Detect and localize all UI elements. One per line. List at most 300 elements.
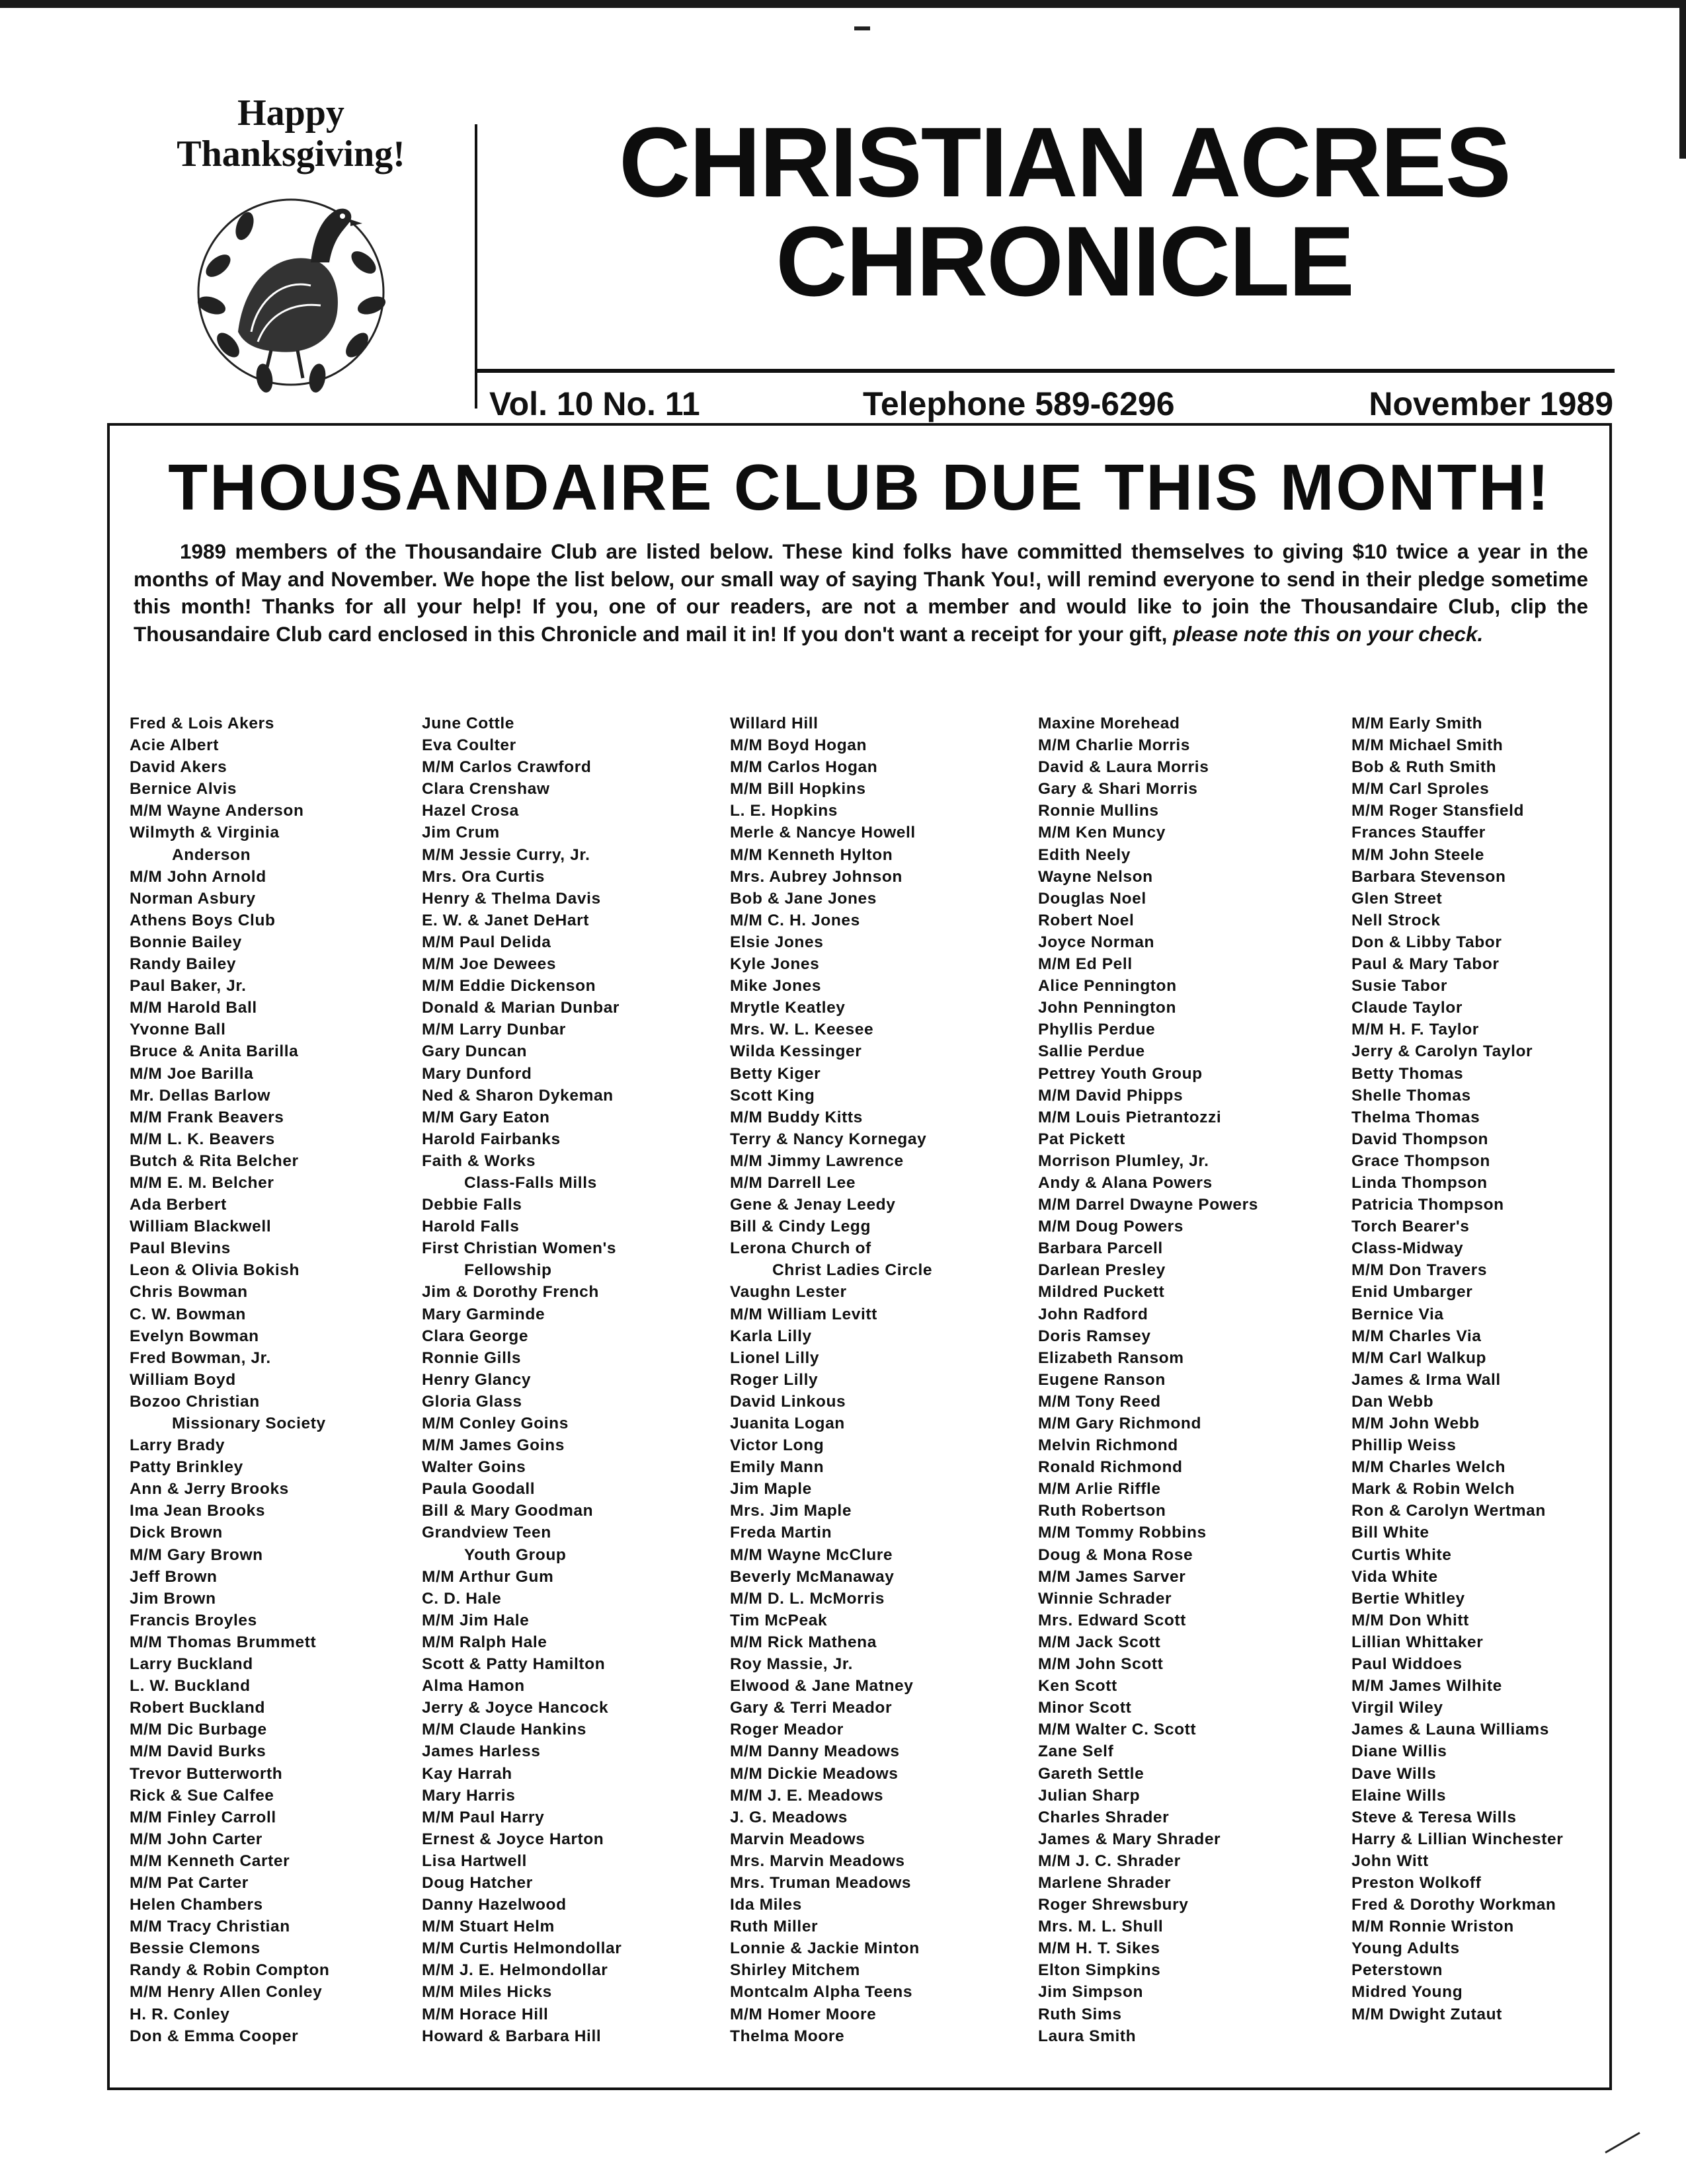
member-name: Shelle Thomas bbox=[1351, 1086, 1471, 1105]
member-name: Winnie Schrader bbox=[1038, 1589, 1172, 1608]
member-name: Bernice Alvis bbox=[130, 780, 237, 799]
member-name: Elwood & Jane Matney bbox=[730, 1677, 914, 1696]
member-name: Bob & Jane Jones bbox=[730, 889, 877, 908]
member-name: Mrs. Aubrey Johnson bbox=[730, 867, 903, 886]
member-name: C. D. Hale bbox=[422, 1589, 502, 1608]
member-name: M/M Joe Barilla bbox=[130, 1064, 254, 1083]
member-name: M/M Don Travers bbox=[1351, 1261, 1488, 1280]
member-name: Ida Miles bbox=[730, 1896, 802, 1914]
member-name: Ken Scott bbox=[1038, 1677, 1117, 1696]
member-name: Christ Ladies Circle bbox=[772, 1261, 933, 1280]
member-name: M/M Doug Powers bbox=[1038, 1218, 1184, 1236]
member-name: Mildred Puckett bbox=[1038, 1283, 1165, 1302]
member-name: M/M Tracy Christian bbox=[130, 1918, 290, 1936]
member-name: David Thompson bbox=[1351, 1130, 1489, 1148]
member-name: Barbara Stevenson bbox=[1351, 867, 1506, 886]
member-name: Beverly McManaway bbox=[730, 1567, 895, 1586]
member-name: E. W. & Janet DeHart bbox=[422, 911, 589, 929]
member-name: Gloria Glass bbox=[422, 1392, 522, 1411]
member-name: Terry & Nancy Kornegay bbox=[730, 1130, 927, 1148]
member-name: Sallie Perdue bbox=[1038, 1042, 1145, 1061]
member-name: M/M Bill Hopkins bbox=[730, 780, 866, 799]
member-name: M/M Tony Reed bbox=[1038, 1392, 1161, 1411]
member-name: Ned & Sharon Dykeman bbox=[422, 1086, 614, 1105]
member-name: Ronald Richmond bbox=[1038, 1458, 1183, 1477]
member-name: M/M Arlie Riffle bbox=[1038, 1480, 1161, 1499]
member-name: M/M Michael Smith bbox=[1351, 736, 1504, 755]
member-name: Bruce & Anita Barilla bbox=[130, 1042, 299, 1061]
member-name: Ronnie Mullins bbox=[1038, 802, 1159, 820]
member-name: M/M Wayne Anderson bbox=[130, 802, 304, 820]
member-name: M/M Darrell Lee bbox=[730, 1173, 856, 1192]
member-name: M/M Wayne McClure bbox=[730, 1545, 893, 1564]
member-name: Lisa Hartwell bbox=[422, 1852, 527, 1870]
member-name: Douglas Noel bbox=[1038, 889, 1146, 908]
member-name: Fred & Lois Akers bbox=[130, 715, 274, 732]
member-name: James & Mary Shrader bbox=[1038, 1830, 1221, 1848]
member-name: M/M Gary Brown bbox=[130, 1545, 263, 1564]
member-name: Class-Falls Mills bbox=[464, 1173, 597, 1192]
member-name: M/M Carl Sproles bbox=[1351, 780, 1490, 799]
member-name: David Linkous bbox=[730, 1392, 846, 1411]
member-name: M/M Henry Allen Conley bbox=[130, 1983, 323, 2002]
member-name: Norman Asbury bbox=[130, 889, 256, 908]
member-name: Randy Bailey bbox=[130, 955, 237, 974]
member-name: Ann & Jerry Brooks bbox=[130, 1480, 289, 1499]
member-name: Paul & Mary Tabor bbox=[1351, 955, 1500, 974]
title-line-1: CHRISTIAN ACRES bbox=[619, 106, 1510, 217]
member-name: Betty Thomas bbox=[1351, 1064, 1464, 1083]
member-name: James & Irma Wall bbox=[1351, 1370, 1501, 1389]
masthead-rule bbox=[477, 369, 1615, 373]
member-name: M/M Boyd Hogan bbox=[730, 736, 867, 755]
member-name: M/M James Sarver bbox=[1038, 1567, 1186, 1586]
member-name: Shirley Mitchem bbox=[730, 1961, 860, 1980]
member-name: Dan Webb bbox=[1351, 1392, 1434, 1411]
member-name: Jim Maple bbox=[730, 1480, 812, 1499]
member-name: Paul Blevins bbox=[130, 1239, 231, 1258]
member-name: M/M J. C. Shrader bbox=[1038, 1852, 1181, 1870]
greeting-line-2: Thanksgiving! bbox=[177, 134, 405, 175]
member-name: Howard & Barbara Hill bbox=[422, 2027, 602, 2045]
volume-number: Vol. 10 No. 11 bbox=[489, 385, 700, 422]
member-name: Gary & Shari Morris bbox=[1038, 780, 1198, 799]
member-name: Mrs. Truman Meadows bbox=[730, 1873, 912, 1892]
member-name: Doris Ramsey bbox=[1038, 1327, 1151, 1345]
member-name: Grace Thompson bbox=[1351, 1151, 1490, 1170]
member-name: Jim Brown bbox=[130, 1589, 216, 1608]
member-name: M/M Kenneth Carter bbox=[130, 1852, 290, 1870]
member-name: M/M Kenneth Hylton bbox=[730, 845, 893, 864]
member-name: William Blackwell bbox=[130, 1218, 272, 1236]
member-name: Phyllis Perdue bbox=[1038, 1021, 1156, 1039]
scan-mark-corner bbox=[1605, 2132, 1640, 2154]
member-name: M/M Buddy Kitts bbox=[730, 1108, 863, 1126]
member-name: Julian Sharp bbox=[1038, 1786, 1141, 1805]
member-name: Ron & Carolyn Wertman bbox=[1351, 1502, 1546, 1520]
member-name: Mary Dunford bbox=[422, 1064, 532, 1083]
member-name: M/M D. L. McMorris bbox=[730, 1589, 885, 1608]
member-name: Fred Bowman, Jr. bbox=[130, 1348, 271, 1367]
member-name: Darlean Presley bbox=[1038, 1261, 1166, 1280]
member-name: Torch Bearer's bbox=[1351, 1218, 1470, 1236]
member-name: M/M H. F. Taylor bbox=[1351, 1021, 1479, 1039]
member-name: M/M William Levitt bbox=[730, 1305, 877, 1323]
member-name: M/M Paul Harry bbox=[422, 1808, 545, 1826]
member-name: M/M Tommy Robbins bbox=[1038, 1524, 1207, 1542]
member-name: Missionary Society bbox=[172, 1415, 326, 1432]
member-name: Frances Stauffer bbox=[1351, 824, 1486, 842]
member-name: Mr. Dellas Barlow bbox=[130, 1086, 271, 1105]
member-name: M/M Ronnie Wriston bbox=[1351, 1918, 1514, 1936]
member-name: M/M Darrel Dwayne Powers bbox=[1038, 1196, 1259, 1214]
member-name: M/M H. T. Sikes bbox=[1038, 1939, 1160, 1958]
member-name: James & Launa Williams bbox=[1351, 1721, 1549, 1739]
member-name: M/M L. K. Beavers bbox=[130, 1130, 275, 1148]
member-name: Elizabeth Ransom bbox=[1038, 1348, 1184, 1367]
member-name: Edith Neely bbox=[1038, 845, 1131, 864]
member-name: Elton Simpkins bbox=[1038, 1961, 1161, 1980]
member-name: Mary Garminde bbox=[422, 1305, 545, 1323]
member-name: Kyle Jones bbox=[730, 955, 820, 974]
scan-edge-top bbox=[0, 0, 1686, 8]
member-name: Clara George bbox=[422, 1327, 529, 1345]
member-name: M/M Paul Delida bbox=[422, 933, 551, 951]
member-name: Scott & Patty Hamilton bbox=[422, 1655, 606, 1674]
member-name: Lionel Lilly bbox=[730, 1348, 820, 1367]
member-name: Bob & Ruth Smith bbox=[1351, 758, 1497, 777]
member-name: M/M Conley Goins bbox=[422, 1415, 569, 1432]
member-name: Thelma Thomas bbox=[1351, 1108, 1480, 1126]
member-name: Mike Jones bbox=[730, 977, 822, 995]
member-name: M/M Louis Pietrantozzi bbox=[1038, 1108, 1222, 1126]
member-name: M/M Ralph Hale bbox=[422, 1633, 547, 1651]
member-name: Larry Brady bbox=[130, 1436, 225, 1455]
member-name: M/M Dic Burbage bbox=[130, 1721, 267, 1739]
member-name: Donald & Marian Dunbar bbox=[422, 999, 620, 1017]
member-name: M/M Charles Welch bbox=[1351, 1458, 1506, 1477]
member-name: Scott King bbox=[730, 1086, 815, 1105]
member-name: Clara Crenshaw bbox=[422, 780, 550, 799]
member-name: M/M Larry Dunbar bbox=[422, 1021, 566, 1039]
member-name: Bernice Via bbox=[1351, 1305, 1444, 1323]
member-name: M/M J. E. Meadows bbox=[730, 1786, 884, 1805]
member-name: M/M Danny Meadows bbox=[730, 1742, 900, 1761]
member-name: Rick & Sue Calfee bbox=[130, 1786, 274, 1805]
member-name: M/M Charlie Morris bbox=[1038, 736, 1190, 755]
member-name: Youth Group bbox=[464, 1545, 567, 1564]
member-name: Wayne Nelson bbox=[1038, 867, 1153, 886]
member-name: John Witt bbox=[1351, 1852, 1429, 1870]
title-line-2: CHRONICLE bbox=[776, 206, 1353, 317]
member-name: Patricia Thompson bbox=[1351, 1196, 1504, 1214]
member-name: Anderson bbox=[172, 845, 251, 864]
member-name: Ruth Miller bbox=[730, 1918, 819, 1936]
member-column-5 bbox=[1351, 713, 1656, 2025]
member-name: Patty Brinkley bbox=[130, 1458, 243, 1477]
member-name: Doug & Mona Rose bbox=[1038, 1545, 1193, 1564]
member-column-4 bbox=[1038, 713, 1342, 2047]
member-name: Gary & Terri Meador bbox=[730, 1699, 893, 1717]
member-name: Glen Street bbox=[1351, 889, 1443, 908]
member-name: Bill White bbox=[1351, 1524, 1429, 1542]
issue-date: November 1989 bbox=[1369, 385, 1613, 422]
member-name: M/M Carlos Hogan bbox=[730, 758, 878, 777]
member-name: Evelyn Bowman bbox=[130, 1327, 259, 1345]
member-name: M/M John Webb bbox=[1351, 1415, 1480, 1432]
member-name: Diane Willis bbox=[1351, 1742, 1447, 1761]
member-name: Ronnie Gills bbox=[422, 1348, 522, 1367]
headline-text: THOUSANDAIRE CLUB DUE THIS MONTH! bbox=[168, 451, 1551, 524]
member-name: Athens Boys Club bbox=[130, 911, 276, 929]
member-name: Marlene Shrader bbox=[1038, 1873, 1171, 1892]
member-name: Lerona Church of bbox=[730, 1239, 871, 1258]
member-name: Ruth Sims bbox=[1038, 2005, 1122, 2023]
member-name: Roger Meador bbox=[730, 1721, 844, 1739]
member-name: Harold Fairbanks bbox=[422, 1130, 561, 1148]
member-name: Elaine Wills bbox=[1351, 1786, 1447, 1805]
member-name: Eva Coulter bbox=[422, 736, 516, 755]
member-name: Susie Tabor bbox=[1351, 977, 1448, 995]
member-name: Phillip Weiss bbox=[1351, 1436, 1457, 1455]
member-name: Minor Scott bbox=[1038, 1699, 1132, 1717]
member-name: Jerry & Carolyn Taylor bbox=[1351, 1042, 1533, 1061]
member-name: Dick Brown bbox=[130, 1524, 223, 1542]
member-name: First Christian Women's bbox=[422, 1239, 617, 1258]
member-name: Alice Pennington bbox=[1038, 977, 1177, 995]
member-name: M/M Horace Hill bbox=[422, 2005, 549, 2023]
member-name: Mrs. W. L. Keesee bbox=[730, 1021, 874, 1039]
member-name: Doug Hatcher bbox=[422, 1873, 533, 1892]
member-name: Betty Kiger bbox=[730, 1064, 821, 1083]
member-name: Curtis White bbox=[1351, 1545, 1452, 1564]
member-name: Henry & Thelma Davis bbox=[422, 889, 601, 908]
member-name: Hazel Crosa bbox=[422, 802, 519, 820]
member-name: Wilda Kessinger bbox=[730, 1042, 862, 1061]
member-name: Trevor Butterworth bbox=[130, 1764, 283, 1783]
member-name: Ernest & Joyce Harton bbox=[422, 1830, 604, 1848]
member-name: Henry Glancy bbox=[422, 1370, 532, 1389]
member-name: Melvin Richmond bbox=[1038, 1436, 1178, 1455]
member-column-3 bbox=[730, 713, 1034, 2047]
member-name: M/M Carl Walkup bbox=[1351, 1348, 1487, 1367]
member-column-2 bbox=[422, 713, 726, 2047]
member-name: Roy Massie, Jr. bbox=[730, 1655, 854, 1674]
member-name: M/M Thomas Brummett bbox=[130, 1633, 317, 1651]
member-name: Paul Baker, Jr. bbox=[130, 977, 247, 995]
intro-text: 1989 members of the Thousandaire Club are listed below. These kind folks have committed themselves to giving $10 twice a year in the months of May and November. We hope the list below, our small way of saying Thank You!, will remind everyone to send in their pledge sometime this month! Thanks for all your help! If you, one of our readers, are not a member and would like to join the Thousandaire Club, clip the Thousandaire Club card enclosed in this Chronicle and mail it in! If you don't want a receipt for your gift, bbox=[134, 539, 1588, 646]
member-name: Kay Harrah bbox=[422, 1764, 512, 1783]
member-name: Claude Taylor bbox=[1351, 999, 1463, 1017]
member-name: M/M Stuart Helm bbox=[422, 1918, 555, 1936]
member-name: Pat Pickett bbox=[1038, 1130, 1125, 1148]
member-name: Emily Mann bbox=[730, 1458, 824, 1477]
member-name: M/M Rick Mathena bbox=[730, 1633, 877, 1651]
member-name: M/M John Scott bbox=[1038, 1655, 1164, 1674]
member-name: M/M Miles Hicks bbox=[422, 1983, 552, 2002]
member-name: Karla Lilly bbox=[730, 1327, 812, 1345]
article-box bbox=[107, 423, 1612, 2090]
article-intro bbox=[134, 538, 1588, 648]
member-name: Wilmyth & Virginia bbox=[130, 824, 280, 842]
member-name: Tim McPeak bbox=[730, 1611, 828, 1629]
member-name: Randy & Robin Compton bbox=[130, 1961, 330, 1980]
member-name: Bessie Clemons bbox=[130, 1939, 261, 1958]
member-name: M/M Dwight Zutaut bbox=[1351, 2005, 1502, 2023]
member-name: Maxine Morehead bbox=[1038, 715, 1180, 732]
member-name: M/M David Burks bbox=[130, 1742, 266, 1761]
member-name: Ada Berbert bbox=[130, 1196, 227, 1214]
member-name: Zane Self bbox=[1038, 1742, 1114, 1761]
member-name: Francis Broyles bbox=[130, 1611, 257, 1629]
member-name: M/M J. E. Helmondollar bbox=[422, 1961, 608, 1980]
member-name: John Radford bbox=[1038, 1305, 1148, 1323]
member-name: H. R. Conley bbox=[130, 2005, 230, 2023]
member-name: M/M Finley Carroll bbox=[130, 1808, 276, 1826]
member-name: Charles Shrader bbox=[1038, 1808, 1170, 1826]
member-name: Bozoo Christian bbox=[130, 1392, 260, 1411]
member-name: M/M C. H. Jones bbox=[730, 911, 860, 929]
member-name: M/M Pat Carter bbox=[130, 1873, 249, 1892]
member-name: Grandview Teen bbox=[422, 1524, 551, 1542]
member-name: M/M Homer Moore bbox=[730, 2005, 877, 2023]
member-name: Mark & Robin Welch bbox=[1351, 1480, 1515, 1499]
member-name: Juanita Logan bbox=[730, 1415, 845, 1432]
member-name: Joyce Norman bbox=[1038, 933, 1155, 951]
member-name: M/M Jim Hale bbox=[422, 1611, 530, 1629]
member-name: Vida White bbox=[1351, 1567, 1438, 1586]
member-name: Pettrey Youth Group bbox=[1038, 1064, 1203, 1083]
member-name: M/M Gary Eaton bbox=[422, 1108, 550, 1126]
member-name: Don & Libby Tabor bbox=[1351, 933, 1502, 951]
member-name: Willard Hill bbox=[730, 715, 819, 732]
member-name: M/M Harold Ball bbox=[130, 999, 257, 1017]
member-name: Steve & Teresa Wills bbox=[1351, 1808, 1517, 1826]
member-name: M/M Ed Pell bbox=[1038, 955, 1133, 974]
member-name: Jeff Brown bbox=[130, 1567, 218, 1586]
member-name: Ima Jean Brooks bbox=[130, 1502, 266, 1520]
member-name: M/M Walter C. Scott bbox=[1038, 1721, 1197, 1739]
member-name: Harry & Lillian Winchester bbox=[1351, 1830, 1564, 1848]
intro-italic-text: please note this on your check. bbox=[1173, 621, 1484, 646]
member-name: M/M Dickie Meadows bbox=[730, 1764, 899, 1783]
member-name: Robert Buckland bbox=[130, 1699, 266, 1717]
member-name: Young Adults bbox=[1351, 1939, 1460, 1958]
member-name: Peterstown bbox=[1351, 1961, 1443, 1980]
member-name: David & Laura Morris bbox=[1038, 758, 1209, 777]
member-name: Jim Simpson bbox=[1038, 1983, 1144, 2002]
member-name: Andy & Alana Powers bbox=[1038, 1173, 1213, 1192]
member-name: Victor Long bbox=[730, 1436, 824, 1455]
member-name: Leon & Olivia Bokish bbox=[130, 1261, 300, 1280]
member-name: Montcalm Alpha Teens bbox=[730, 1983, 913, 2002]
member-name: Fred & Dorothy Workman bbox=[1351, 1896, 1556, 1914]
member-name: Chris Bowman bbox=[130, 1283, 248, 1302]
member-name: C. W. Bowman bbox=[130, 1305, 246, 1323]
telephone-number: Telephone 589-6296 bbox=[863, 385, 1175, 422]
member-name: Laura Smith bbox=[1038, 2027, 1137, 2045]
member-name: Bertie Whitley bbox=[1351, 1589, 1465, 1608]
member-name: Butch & Rita Belcher bbox=[130, 1151, 299, 1170]
member-name: Mrytle Keatley bbox=[730, 999, 846, 1017]
member-name: Mrs. Edward Scott bbox=[1038, 1611, 1186, 1629]
member-name: M/M Eddie Dickenson bbox=[422, 977, 596, 995]
member-name: M/M James Wilhite bbox=[1351, 1677, 1502, 1696]
member-name: Morrison Plumley, Jr. bbox=[1038, 1151, 1209, 1170]
member-name: M/M Curtis Helmondollar bbox=[422, 1939, 622, 1958]
member-name: Debbie Falls bbox=[422, 1196, 522, 1214]
member-name: M/M Claude Hankins bbox=[422, 1721, 587, 1739]
member-name: M/M Arthur Gum bbox=[422, 1567, 554, 1586]
member-name: M/M James Goins bbox=[422, 1436, 565, 1455]
member-name: Virgil Wiley bbox=[1351, 1699, 1443, 1717]
member-name: Barbara Parcell bbox=[1038, 1239, 1163, 1258]
member-name: M/M Carlos Crawford bbox=[422, 758, 592, 777]
scan-mark bbox=[854, 26, 870, 30]
member-name: Roger Lilly bbox=[730, 1370, 819, 1389]
newspaper-title bbox=[502, 106, 1626, 317]
member-name: Danny Hazelwood bbox=[422, 1896, 567, 1914]
member-name: Robert Noel bbox=[1038, 911, 1135, 929]
member-name: Harold Falls bbox=[422, 1218, 520, 1236]
member-name: David Akers bbox=[130, 758, 227, 777]
member-name: M/M John Steele bbox=[1351, 845, 1484, 864]
member-name: Midred Young bbox=[1351, 1983, 1463, 2002]
member-name: Jim & Dorothy French bbox=[422, 1283, 599, 1302]
member-name: June Cottle bbox=[422, 715, 514, 732]
member-name: James Harless bbox=[422, 1742, 541, 1761]
member-name: Jim Crum bbox=[422, 824, 500, 842]
member-name: Helen Chambers bbox=[130, 1896, 263, 1914]
masthead-divider bbox=[475, 124, 477, 409]
article-headline bbox=[110, 451, 1609, 524]
member-name: Eugene Ranson bbox=[1038, 1370, 1166, 1389]
member-name: M/M Ken Muncy bbox=[1038, 824, 1166, 842]
member-name: Mrs. Marvin Meadows bbox=[730, 1852, 905, 1870]
member-name: M/M Jack Scott bbox=[1038, 1633, 1161, 1651]
member-name: Thelma Moore bbox=[730, 2027, 845, 2045]
member-name: William Boyd bbox=[130, 1370, 236, 1389]
member-name: Walter Goins bbox=[422, 1458, 526, 1477]
member-name: Mrs. Jim Maple bbox=[730, 1502, 852, 1520]
member-name: Fellowship bbox=[464, 1261, 552, 1280]
member-name: M/M Jimmy Lawrence bbox=[730, 1151, 904, 1170]
member-name: Linda Thompson bbox=[1351, 1173, 1488, 1192]
member-name: Class-Midway bbox=[1351, 1239, 1464, 1258]
member-name: Gary Duncan bbox=[422, 1042, 528, 1061]
member-name: Dave Wills bbox=[1351, 1764, 1437, 1783]
member-name: M/M Early Smith bbox=[1351, 715, 1483, 732]
holiday-greeting-block bbox=[132, 93, 450, 403]
member-name: L. W. Buckland bbox=[130, 1677, 251, 1696]
member-name: M/M Roger Stansfield bbox=[1351, 802, 1525, 820]
member-name: Mrs. M. L. Shull bbox=[1038, 1918, 1164, 1936]
member-name: John Pennington bbox=[1038, 999, 1177, 1017]
turkey-illustration-icon bbox=[192, 180, 390, 398]
member-name: L. E. Hopkins bbox=[730, 802, 838, 820]
member-name: M/M Gary Richmond bbox=[1038, 1415, 1202, 1432]
member-name: Yvonne Ball bbox=[130, 1021, 226, 1039]
member-name: M/M Joe Dewees bbox=[422, 955, 557, 974]
member-name: Don & Emma Cooper bbox=[130, 2027, 299, 2045]
member-name: M/M Frank Beavers bbox=[130, 1108, 284, 1126]
member-name: M/M John Carter bbox=[130, 1830, 262, 1848]
member-name: Vaughn Lester bbox=[730, 1283, 847, 1302]
member-name: Bonnie Bailey bbox=[130, 933, 242, 951]
member-name: Mary Harris bbox=[422, 1786, 516, 1805]
greeting-line-1: Happy bbox=[237, 93, 344, 134]
member-name: Alma Hamon bbox=[422, 1677, 525, 1696]
